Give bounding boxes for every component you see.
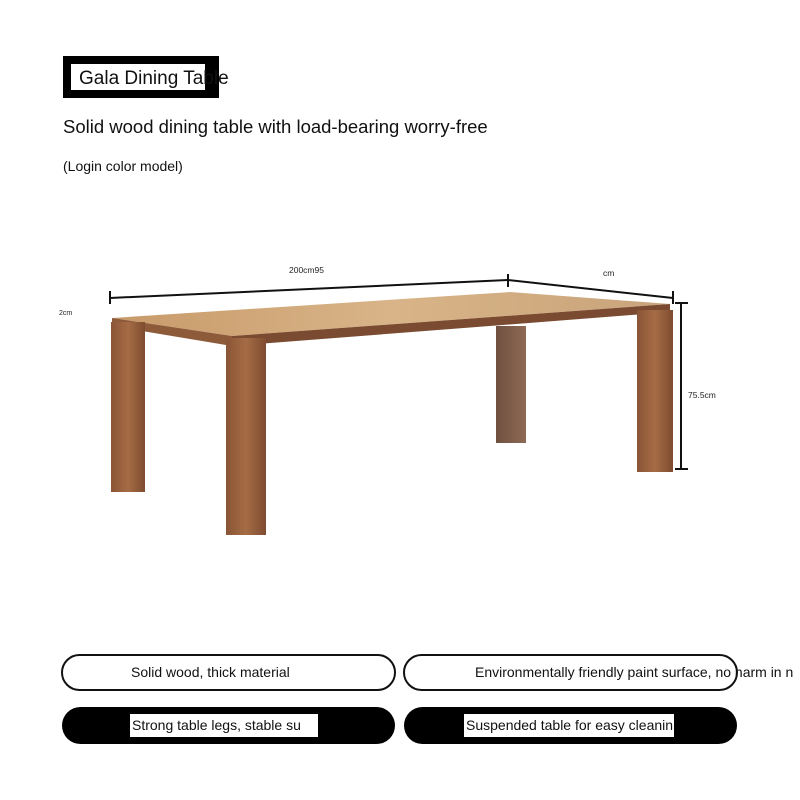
dimension-width-label: cm (603, 268, 615, 278)
feature-label: Suspended table for easy cleanin (464, 714, 674, 737)
table-leg-front-center (226, 338, 266, 535)
dimension-thickness-label: 2cm (59, 310, 73, 317)
table-leg-front-right (637, 310, 673, 472)
product-note: (Login color model) (63, 158, 183, 174)
feature-pill-easy-cleaning (404, 707, 737, 744)
feature-label: Solid wood, thick material (131, 664, 290, 680)
feature-label: Environmentally friendly paint surface, no harm in n (475, 664, 794, 680)
table-leg-front-left (111, 322, 145, 492)
product-subtitle: Solid wood dining table with load-bearing worry-free (63, 116, 488, 137)
feature-pill-solid-wood (61, 654, 396, 691)
table-leg-back-right (496, 326, 526, 443)
feature-pill-eco-paint (403, 654, 794, 691)
feature-label: Strong table legs, stable su (130, 714, 318, 737)
dimension-height-label: 75.5cm (688, 390, 716, 400)
dimension-length-label: 200cm95 (289, 265, 324, 275)
product-title: Gala Dining Table (79, 68, 229, 89)
feature-pill-strong-legs (62, 707, 395, 744)
